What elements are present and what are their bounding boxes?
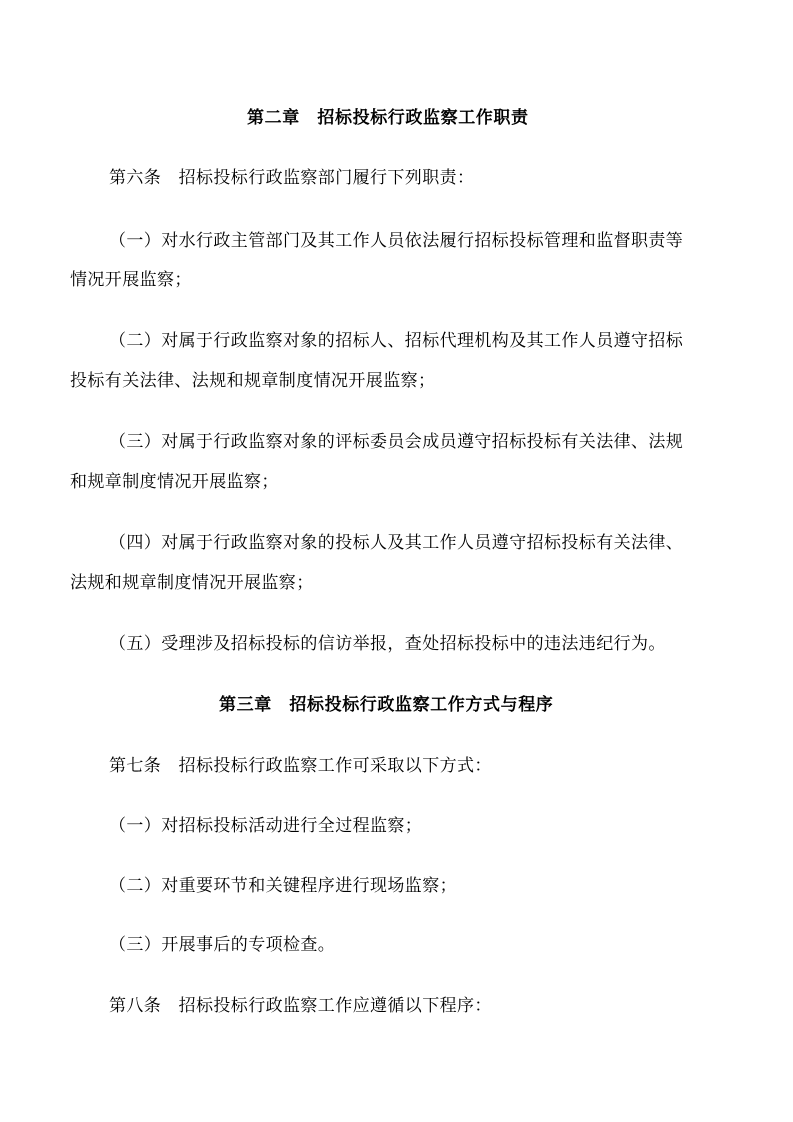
- mode-item-3: （三）开展事后的专项检查。: [109, 935, 336, 955]
- item-4-line-2: 法规和规章制度情况开展监察；: [70, 573, 314, 593]
- chapter-3-heading: 第三章 招标投标行政监察工作方式与程序: [219, 695, 554, 715]
- chapter-2-heading: 第二章 招标投标行政监察工作职责: [247, 108, 529, 128]
- article-8-title: 第八条 招标投标行政监察工作应遵循以下程序：: [109, 996, 492, 1016]
- item-5-line-1: （五）受理涉及招标投标的信访举报，查处招标投标中的违法违纪行为。: [109, 634, 666, 654]
- article-7-title: 第七条 招标投标行政监察工作可采取以下方式：: [109, 756, 492, 776]
- item-1-line-1: （一）对水行政主管部门及其工作人员依法履行招标投标管理和监督职责等: [109, 231, 684, 251]
- item-4-line-1: （四）对属于行政监察对象的投标人及其工作人员遵守招标投标有关法律、: [109, 533, 684, 553]
- item-2-line-1: （二）对属于行政监察对象的招标人、招标代理机构及其工作人员遵守招标: [109, 331, 684, 351]
- article-6-title: 第六条 招标投标行政监察部门履行下列职责：: [109, 168, 475, 188]
- item-2-line-2: 投标有关法律、法规和规章制度情况开展监察；: [70, 371, 436, 391]
- item-1-line-2: 情况开展监察；: [70, 270, 192, 290]
- mode-item-2: （二）对重要环节和关键程序进行现场监察；: [109, 876, 457, 896]
- mode-item-1: （一）对招标投标活动进行全过程监察；: [109, 816, 423, 836]
- item-3-line-2: 和规章制度情况开展监察；: [70, 472, 279, 492]
- item-3-line-1: （三）对属于行政监察对象的评标委员会成员遵守招标投标有关法律、法规: [109, 432, 684, 452]
